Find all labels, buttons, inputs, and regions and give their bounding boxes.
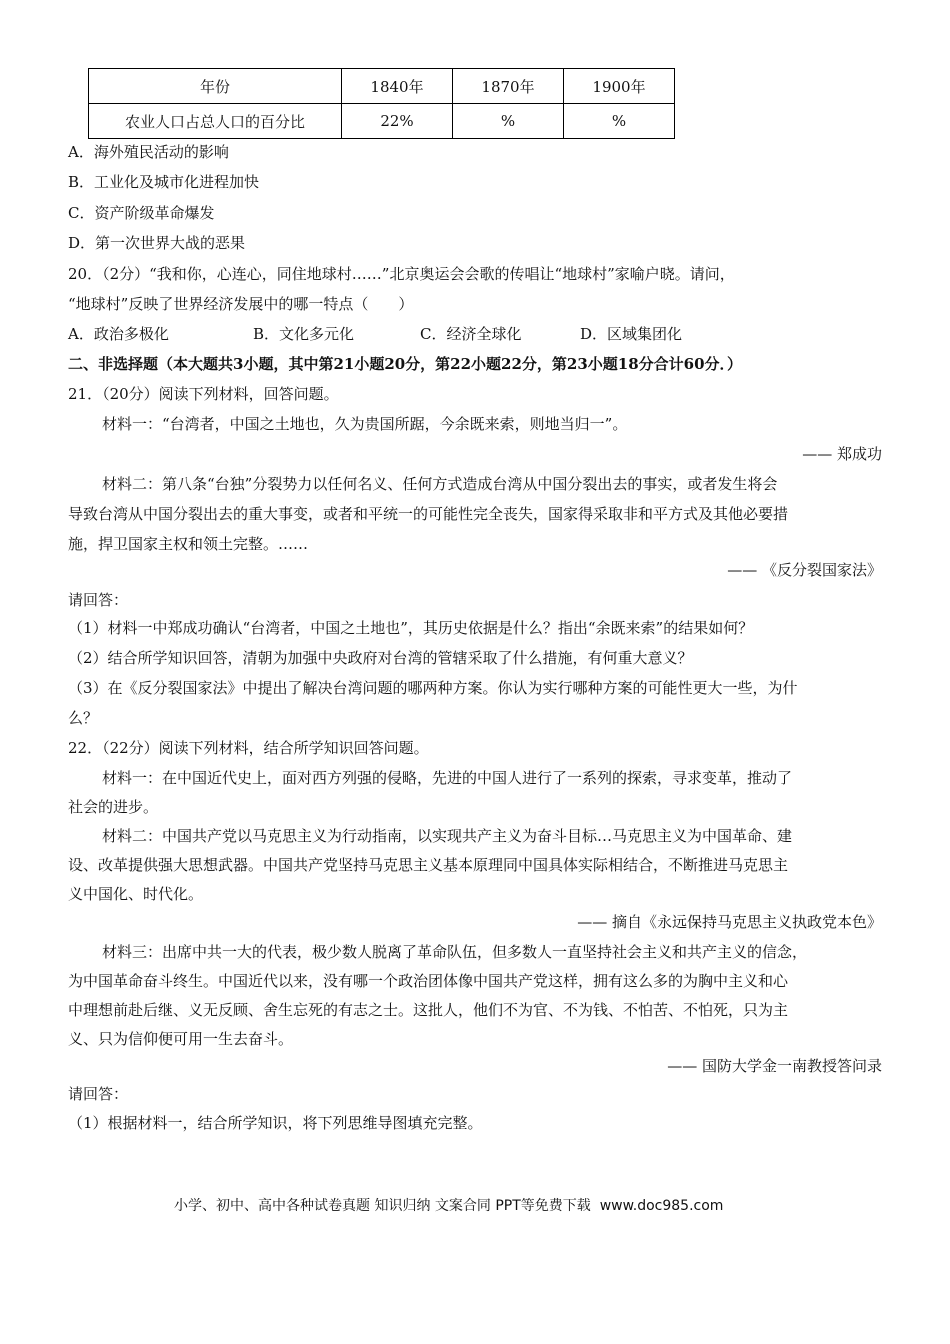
- q22-material-2-line: 材料二：中国共产党以马克思主义为行动指南，以实现共产主义为奋斗目标…马克思主义为中国革命、建: [102, 827, 793, 845]
- q21-material-1-source: —— 郑成功: [802, 445, 882, 463]
- table-header-cell: 年份: [89, 69, 342, 104]
- q20-option-a: A．政治多极化: [68, 325, 169, 343]
- q21-question: （2）结合所学知识回答，清朝为加强中央政府对台湾的管辖采取了什么措施，有何重大意义？: [68, 649, 693, 667]
- q22-material-2-line: 设、改革提供强大思想武器。中国共产党坚持马克思主义基本原理同中国具体实际相结合，不断推进马克思主: [68, 856, 789, 874]
- agri-population-table: [88, 68, 675, 139]
- footer-text: 小学、初中、高中各种试卷真题 知识归纳 文案合同 PPT等免费下载: [174, 1198, 591, 1214]
- q22-material-3-line: 义、只为信仰便可用一生去奋斗。: [68, 1030, 294, 1048]
- q19-option-c: C．资产阶级革命爆发: [68, 204, 215, 222]
- section-heading: 二、非选择题（本大题共3小题，其中第21小题20分，第22小题22分，第23小题18分合计60分．）: [68, 355, 743, 373]
- table-header-cell: 1900年: [564, 69, 675, 104]
- q21-material-2-source: —— 《反分裂国家法》: [727, 561, 882, 579]
- table-header-cell: 1840年: [342, 69, 453, 104]
- q22-intro: 22．（22分）阅读下列材料，结合所学知识回答问题。: [68, 739, 429, 757]
- q19-option-a: A．海外殖民活动的影响: [68, 143, 229, 161]
- q20-option-b: B．文化多元化: [253, 325, 355, 343]
- table-cell: 农业人口占总人口的百分比: [89, 104, 342, 139]
- table-cell: %: [564, 104, 675, 139]
- q20-option-c: C．经济全球化: [420, 325, 522, 343]
- q22-ask: 请回答：: [68, 1085, 129, 1103]
- q19-option-b: B．工业化及城市化进程加快: [68, 173, 260, 191]
- q21-material-2-line: 材料二：第八条“台独”分裂势力以任何名义、任何方式造成台湾从中国分裂出去的事实，或者发生将会: [102, 475, 778, 493]
- q20-stem-line2: “地球村”反映了世界经济发展中的哪一特点（ ）: [68, 295, 414, 313]
- q21-material-2-line: 施，捍卫国家主权和领土完整。……: [68, 535, 309, 553]
- q22-material-1-line: 社会的进步。: [68, 798, 159, 816]
- table-header-row: [89, 69, 675, 104]
- q21-material-2-line: 导致台湾从中国分裂出去的重大事变，或者和平统一的可能性完全丧失，国家得采取非和平方式及其他必要措: [68, 505, 789, 523]
- q22-material-2-line: 义中国化、时代化。: [68, 885, 204, 903]
- q21-question: （3）在《反分裂国家法》中提出了解决台湾问题的哪两种方案。你认为实行哪种方案的可能性更大一些，为什: [68, 679, 798, 697]
- q21-question: 么？: [68, 709, 99, 727]
- q20-option-d: D．区域集团化: [580, 325, 683, 343]
- q21-question: （1）材料一中郑成功确认“台湾者，中国之土地也”，其历史依据是什么？指出“余既来索”的结果如何？: [68, 619, 754, 637]
- table-cell: %: [453, 104, 564, 139]
- q22-material-1-line: 材料一：在中国近代史上，面对西方列强的侵略，先进的中国人进行了一系列的探索，寻求变革，推动了: [102, 769, 793, 787]
- q21-material-1: 材料一：“台湾者，中国之土地也，久为贵国所踞，今余既来索，则地当归一”。: [102, 415, 628, 433]
- table-row: [89, 104, 675, 139]
- q22-material-3-line: 为中国革命奋斗终生。中国近代以来，没有哪一个政治团体像中国共产党这样，拥有这么多的为胸中主义和心: [68, 972, 789, 990]
- q20-stem-line1: 20．（2分）“我和你，心连心，同住地球村……”北京奥运会会歌的传唱让“地球村”家喻户晓。请问，: [68, 265, 735, 283]
- table-cell: 22%: [342, 104, 453, 139]
- q19-option-d: D．第一次世界大战的恶果: [68, 234, 246, 252]
- q22-material-3-source: —— 国防大学金一南教授答问录: [667, 1057, 882, 1075]
- q22-material-2-source: —— 摘自《永远保持马克思主义执政党本色》: [577, 913, 882, 931]
- table-header-cell: 1870年: [453, 69, 564, 104]
- q22-material-3-line: 中理想前赴后继、义无反顾、舍生忘死的有志之士。这批人，他们不为官、不为钱、不怕苦、不怕死，只为主: [68, 1001, 789, 1019]
- q22-material-3-line: 材料三：出席中共一大的代表，极少数人脱离了革命队伍，但多数人一直坚持社会主义和共产主义的信念，: [102, 943, 808, 961]
- q21-intro: 21．（20分）阅读下列材料，回答问题。: [68, 385, 339, 403]
- q22-question-1: （1）根据材料一，结合所学知识，将下列思维导图填充完整。: [68, 1114, 483, 1132]
- q21-ask: 请回答：: [68, 591, 129, 609]
- footer: [174, 1196, 723, 1216]
- footer-url[interactable]: www.doc985.com: [599, 1198, 724, 1214]
